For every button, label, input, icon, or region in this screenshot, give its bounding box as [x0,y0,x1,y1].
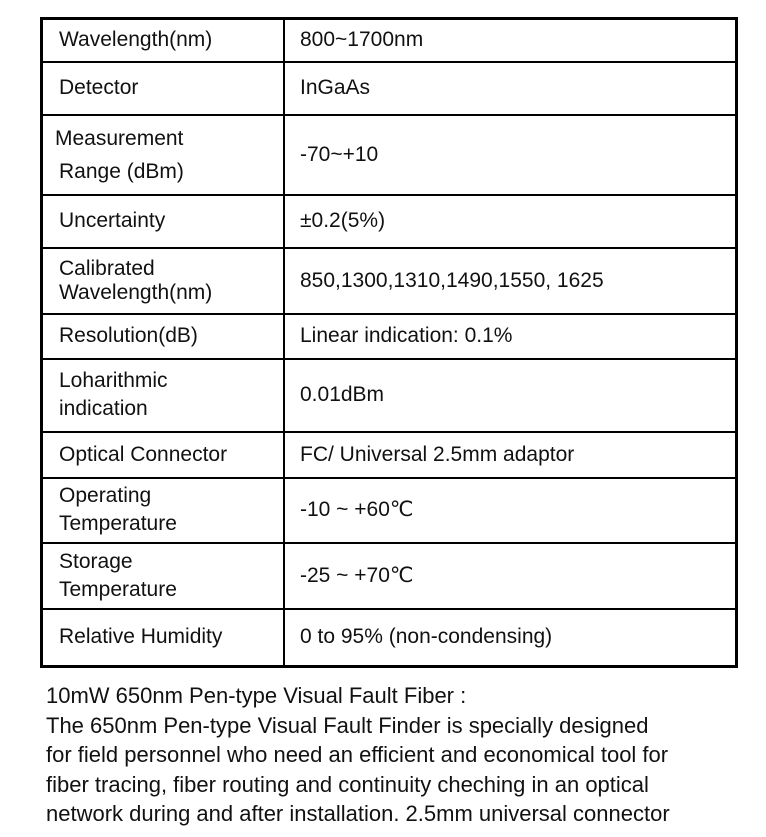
row-label [42,19,285,62]
row-value: -70~+10 [284,115,737,195]
row-value: InGaAs [284,62,737,115]
row-label [42,432,285,478]
label-line: Temperature [59,577,177,601]
row-label [42,248,285,314]
table-row [42,248,737,314]
row-value: Linear indication: 0.1% [284,314,737,359]
label-line: indication [59,397,148,420]
label-line: Wavelength(nm) [59,280,213,304]
row-value: 0 to 95% (non-condensing) [284,609,737,667]
table-row [42,478,737,543]
table-row [42,609,737,667]
description-line: for field personnel who need an efficient and economical tool for [46,742,669,767]
row-value: 0.01dBm [284,359,737,432]
row-label [42,543,285,609]
label-line: Wavelength(nm) [59,28,213,52]
row-label [42,195,285,248]
description-line: fiber tracing, fiber routing and continuity cheching in an optical [46,771,649,797]
label-line: Uncertainty [59,209,166,232]
table-row [42,359,737,432]
row-label [42,609,285,667]
label-line: Calibrated [59,256,155,280]
table-row [42,195,737,248]
label-line: Measurement [55,126,184,150]
table-row [42,543,737,609]
row-value: FC/ Universal 2.5mm adaptor [284,432,737,478]
label-line: Relative Humidity [59,625,223,649]
row-label [42,314,285,359]
label-line: Temperature [59,512,177,535]
row-value: ±0.2(5%) [284,195,737,248]
row-label [42,478,285,543]
table-row [42,19,737,62]
table-row [42,115,737,195]
label-line: Storage [59,549,133,573]
label-line: Loharithmic [59,369,168,392]
description-heading: 10mW 650nm Pen-type Visual Fault Fiber : [46,683,467,708]
description-line: network during and after installation. 2.5mm universal connector [46,801,670,826]
row-label [42,62,285,115]
table-row [42,314,737,359]
row-value: 850,1300,1310,1490,1550, 1625 [284,248,737,314]
label-line: Detector [59,76,139,99]
table-row [42,62,737,115]
label-line: Resolution(dB) [59,324,198,347]
description-line: The 650nm Pen-type Visual Fault Finder is specially designed [46,712,649,738]
table-row [42,432,737,478]
label-line: Operating [59,484,152,507]
description-paragraph [46,681,746,829]
spec-table [40,17,738,668]
row-label [42,115,285,195]
row-value: 800~1700nm [284,19,737,62]
label-line: Optical Connector [59,442,228,466]
row-value: -10 ~ +60℃ [284,478,737,543]
label-line: Range (dBm) [59,159,184,183]
row-value: -25 ~ +70℃ [284,543,737,609]
row-label [42,359,285,432]
